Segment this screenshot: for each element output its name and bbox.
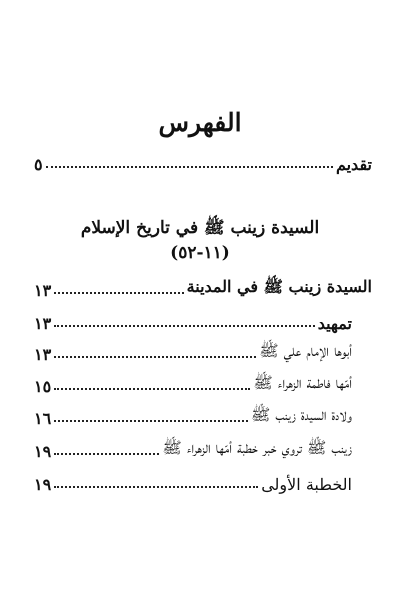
toc-leader-dots: [46, 165, 333, 168]
toc-entry-page: ٥: [34, 155, 43, 174]
toc-leader-dots: [54, 485, 258, 488]
toc-entry-page: ١٩: [34, 475, 52, 494]
toc-entry-page: ١٩: [34, 442, 52, 461]
toc-leader-dots: [54, 419, 248, 422]
toc-entry-label: أمّها فاطمة الزهراء ﷺ: [253, 373, 352, 392]
section-heading: السيدة زينب ﷺ في تاريخ الإسلام: [80, 218, 320, 238]
toc-entry-page: ١٥: [34, 377, 52, 396]
section-page-range: (١١-٥٢): [170, 243, 230, 263]
toc-leader-dots: [54, 324, 315, 327]
toc-entry[interactable]: [34, 372, 352, 396]
toc-entry-page: ١٦: [34, 409, 52, 428]
toc-entry[interactable]: [34, 404, 352, 428]
toc-entry[interactable]: [34, 437, 352, 461]
toc-entry-page: ١٣: [34, 314, 52, 333]
toc-entry-page: ١٣: [34, 281, 52, 300]
toc-entry-label: ولادة السيدة زينب ﷺ: [250, 405, 352, 424]
toc-entry[interactable]: [34, 309, 352, 333]
toc-entry-page: ١٣: [34, 345, 52, 364]
toc-leader-dots: [54, 355, 256, 358]
toc-entry-label: أبوها الإمام علي ﷺ: [259, 341, 352, 360]
toc-entry-intro[interactable]: [34, 150, 372, 174]
toc-leader-dots: [54, 387, 250, 390]
toc-entry[interactable]: [34, 470, 352, 494]
toc-entry-label: السيدة زينب ﷺ في المدينة: [186, 277, 372, 296]
toc-leader-dots: [54, 452, 159, 455]
toc-entry-label: تمهيد: [317, 314, 352, 333]
toc-entry-label: الخطبة الأولى: [261, 475, 352, 494]
toc-leader-dots: [54, 291, 183, 294]
toc-entry-label: تقديم: [335, 155, 372, 174]
toc-entry[interactable]: [34, 276, 372, 300]
page-title: الفهرس: [158, 108, 242, 137]
toc-entry[interactable]: [34, 340, 352, 364]
toc-entry-label: زينب ﷺ تروي خبر خطبة أمّها الزهراء ﷺ: [162, 438, 352, 457]
